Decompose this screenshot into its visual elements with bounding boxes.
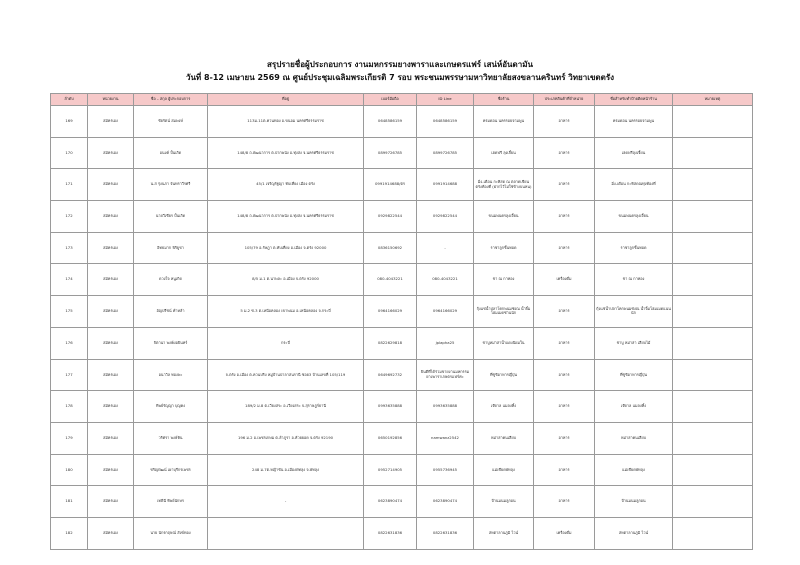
cell-col-phone: 0991914688/ตร <box>364 169 417 201</box>
cell-col-product-type: อาหาร <box>534 296 595 328</box>
cell-col-name: น.ส รุ่งนภา จันทราวีรศรี <box>134 169 208 201</box>
cell-col-no: 179 <box>51 422 88 454</box>
cell-col-no: 174 <box>51 264 88 296</box>
cell-col-product-type: อาหาร <box>534 454 595 486</box>
cell-col-name: อนงค์ ปั้นเกิด <box>134 137 208 169</box>
cell-col-address: 148/8 ถ.พัฒนาการ ต.ปากพนัง อ.ทุ่งสง จ.นครศรีธรรมราช <box>208 137 364 169</box>
cell-col-phone: 0993635888 <box>364 391 417 423</box>
cell-col-line-id: 0899726785 <box>417 137 474 169</box>
cell-col-name: ทิพย์รัญญา บุญคง <box>134 391 208 423</box>
cell-col-no: 181 <box>51 486 88 518</box>
cell-col-sign-name: ครมดอน นครรอยจามพูน <box>595 106 673 138</box>
table-row <box>51 486 753 518</box>
cell-col-agency: สมัครเอง <box>88 201 134 233</box>
cell-col-remarks <box>673 137 753 169</box>
cell-col-address: 196 ม.2 อ.เพชรเกษม ต.ลำภูรา อ.ห้วยยอด จ.ตรัง 92190 <box>208 422 364 454</box>
cell-col-product-type: อาหาร <box>534 106 595 138</box>
cell-col-remarks <box>673 264 753 296</box>
cell-col-product-type: อาหาร <box>534 486 595 518</box>
cell-col-line-id: 0648586159 <box>417 106 474 138</box>
cell-col-agency: สมัครเอง <box>88 454 134 486</box>
cell-col-name: อนาวิล ทองพะ <box>134 359 208 391</box>
cell-col-agency: สมัครเอง <box>88 517 134 549</box>
cell-col-remarks <box>673 359 753 391</box>
cell-col-shop-name: แม่เชียดพัทลุง <box>474 454 534 486</box>
cell-col-shop-name: ที่ซูชิอาหารญี่ปุ่น <box>474 359 534 391</box>
cell-col-name: นาย นักรกฤษณ์ สังข์ทอง <box>134 517 208 549</box>
cell-col-agency: สมัครเอง <box>88 232 134 264</box>
cell-col-remarks <box>673 169 753 201</box>
cell-col-shop-name: เฮดฟรี ลุงเจี้ยน <box>474 137 534 169</box>
cell-col-line-id: 0623890474 <box>417 486 474 518</box>
header-col-agency: หน่วยงาน <box>88 94 134 106</box>
cell-col-line-id: 0955736945 <box>417 454 474 486</box>
cell-col-agency: สมัครเอง <box>88 391 134 423</box>
cell-col-agency: สมัครเอง <box>88 296 134 328</box>
cell-col-line-id: 0964166029 <box>417 296 474 328</box>
table-row <box>51 169 753 201</box>
cell-col-address: กระบี่ <box>208 327 364 359</box>
header-col-remarks: หมายเหตุ <box>673 94 753 106</box>
cell-col-shop-name: มิ่ง-เดือน กะทิสด ณ ตลาดเขียนตรังท้องที่ (ฝากไว้ไม่ใช่ข้างบนหน) <box>474 169 534 201</box>
cell-col-shop-name: ชา ณ กาทอง <box>474 264 534 296</box>
cell-col-no: 178 <box>51 391 88 423</box>
cell-col-agency: สมัครเอง <box>88 264 134 296</box>
vendor-table <box>50 93 753 550</box>
cell-col-phone: 0822629818 <box>364 327 417 359</box>
cell-col-name: อัญปรีชน์ คำหล้า <box>134 296 208 328</box>
cell-col-no: 169 <box>51 106 88 138</box>
cell-col-phone: 0929822544 <box>364 201 417 233</box>
cell-col-line-id: - <box>417 232 474 264</box>
cell-col-name: ชัยรัตน์ สมพงษ์ <box>134 106 208 138</box>
cell-col-address: 248 ม.7ต.หญ้าชัน อ.เมืองพัทลุง จ.พัทลุง <box>208 454 364 486</box>
cell-col-no: 175 <box>51 296 88 328</box>
table-row <box>51 391 753 423</box>
cell-col-product-type: เครื่องดื่ม <box>534 264 595 296</box>
table-row <box>51 201 753 233</box>
cell-col-agency: สมัครเอง <box>88 137 134 169</box>
cell-col-remarks <box>673 391 753 423</box>
cell-col-phone: 0836150692 <box>364 232 417 264</box>
cell-col-sign-name: ขนมพ่นครลุงเจี้ยน <box>595 201 673 233</box>
cell-col-shop-name: ชาบูหม่าล่าน้ำแดงนิยมใน <box>474 327 534 359</box>
cell-col-remarks <box>673 232 753 264</box>
cell-col-product-type: อาหาร <box>534 137 595 169</box>
cell-col-name: วริศรา พงษ์หิน <box>134 422 208 454</box>
cell-col-address: 113ม.11ต.ควนทอง อ.ขนอม นครศรีธรรมราช <box>208 106 364 138</box>
cell-col-shop-name: หม่าล่าคนเสียบ <box>474 422 534 454</box>
cell-col-remarks <box>673 517 753 549</box>
cell-col-phone: 0649692732 <box>364 359 417 391</box>
cell-col-phone: 0952714905 <box>364 454 417 486</box>
cell-col-address: จ.ตรัง อ.เมือง ต.ควนปริง หมู่บ้านปาลาสนรานี ซอย3 บ้านเลขที่ 105/119 <box>208 359 364 391</box>
table-row <box>51 264 753 296</box>
cell-col-phone: 0899726785 <box>364 137 417 169</box>
cell-col-remarks <box>673 454 753 486</box>
cell-col-product-type: อาหาร <box>534 391 595 423</box>
cell-col-name: นายวีเชียร ปั้นเกิด <box>134 201 208 233</box>
cell-col-sign-name: เฮดฟรีลุงเจี้ยน <box>595 137 673 169</box>
cell-col-line-id: jplapha25 <box>417 327 474 359</box>
cell-col-agency: สมัครเอง <box>88 106 134 138</box>
table-row <box>51 422 753 454</box>
cell-col-phone: 0623890474 <box>364 486 417 518</box>
cell-col-product-type: อาหาร <box>534 422 595 454</box>
cell-col-product-type: อาหาร <box>534 201 595 233</box>
cell-col-phone: 0650192856 <box>364 422 417 454</box>
cell-col-remarks <box>673 106 753 138</box>
header-col-no: ลำดับ <box>51 94 88 106</box>
cell-col-shop-name: ป้านมนมลูกอน <box>474 486 534 518</box>
cell-col-no: 170 <box>51 137 88 169</box>
table-row <box>51 359 753 391</box>
cell-col-sign-name: ชา ณ กาทอง <box>595 264 673 296</box>
table-row <box>51 137 753 169</box>
cell-col-address <box>208 517 364 549</box>
cell-col-phone: 0822631836 <box>364 517 417 549</box>
cell-col-address: - <box>208 486 364 518</box>
cell-col-sign-name: สหตาลานภูมิ ไวน์ <box>595 517 673 549</box>
cell-col-address: 105/79 อ.รัษฎา ต.ทับเที่ยง อ.เมือง จ.ตรัง 92000 <box>208 232 364 264</box>
cell-col-agency: สมัครเอง <box>88 486 134 518</box>
document-subtitle: วันที่ 8-12 เมษายน 2569 ณ ศูนย์ประชุมเฉลิมพระเกียรติ 7 รอบ พระชนมพรรษามหาวิทยาลัยสงขลานครินทร์ วิทยาเขตตรัง <box>185 73 615 82</box>
cell-col-name: ดวงใจ หนูเกิด <box>134 264 208 296</box>
header-col-phone: เบอร์มือถือ <box>364 94 417 106</box>
cell-col-product-type: อาหาร <box>534 327 595 359</box>
table-row <box>51 327 753 359</box>
cell-col-line-id: 080-4043221 <box>417 264 474 296</box>
table-row <box>51 106 753 138</box>
cell-col-name: ชริญพัฒน์ เผาบุรีกรเพชร <box>134 454 208 486</box>
table-row <box>51 517 753 549</box>
cell-col-no: 180 <box>51 454 88 486</box>
table-row <box>51 232 753 264</box>
cell-col-name: จิตานา พงษ์ผอยินทร์ <box>134 327 208 359</box>
cell-col-name: อิทธมาก พิริยูชา <box>134 232 208 264</box>
cell-col-product-type: อาหาร <box>534 359 595 391</box>
cell-col-address: 45/1 เจริญรัฐญา ทับเที่ยง เมือง ตรัง <box>208 169 364 201</box>
cell-col-remarks <box>673 327 753 359</box>
cell-col-address: 148/8 ถ.พัฒนาการ ต.ปากพนัง อ.ทุ่งสง จ.นครศรีธรรมราช <box>208 201 364 233</box>
cell-col-no: 182 <box>51 517 88 549</box>
cell-col-line-id: 0991914688 <box>417 169 474 201</box>
document-title: สรุปรายชื่อผู้ประกอบการ งานมหกรรมยางพาราและเกษตรแฟร์ เสน่ห์อันดามัน <box>267 60 533 69</box>
table-row <box>51 296 753 328</box>
cell-col-address: 189/2 ม.8 ต.เวียงสระ อ.เวียงสระ จ.สุราษฎร์ธานี <box>208 391 364 423</box>
table-header-row <box>51 94 753 106</box>
cell-col-address: 5 ม.2 ซ.3 ต.เหนือคลอง เขาพนม อ.เหนือคลอง จ.กระบี่ <box>208 296 364 328</box>
cell-col-shop-name: ราชาลูกชิ้นทอด <box>474 232 534 264</box>
cell-col-line-id: 0929822544 <box>417 201 474 233</box>
cell-col-shop-name: ครมดอน นครรอยจามพูน <box>474 106 534 138</box>
table-body <box>51 106 753 550</box>
header-col-sign-name: ชื่อสำหรับทำป้ายติดหน้าร้าน <box>595 94 673 106</box>
cell-col-address: 8/5 ม.1 ต.นาพละ อ.เมือง จ.ตรัง 92000 <box>208 264 364 296</box>
cell-col-product-type: อาหาร <box>534 232 595 264</box>
cell-col-phone: 0648586159 <box>364 106 417 138</box>
cell-col-sign-name: ที่ซูชิอาหารญี่ปุ่น <box>595 359 673 391</box>
cell-col-phone: 080-4043221 <box>364 264 417 296</box>
cell-col-shop-name: กุ้งแช่น้ำปลาโคกพนมซ่งณ น้ำจิ้มโฮมเมดซ่านนัก <box>474 296 534 328</box>
cell-col-sign-name: มิ่ง-เดือน กะทิสดณทุ่งท้องที่ <box>595 169 673 201</box>
header-col-name: ชื่อ – สกุล ผู้ประกอบการ <box>134 94 208 106</box>
cell-col-product-type: เครื่องดื่ม <box>534 517 595 549</box>
cell-col-agency: สมัครเอง <box>88 169 134 201</box>
cell-col-agency: สมัครเอง <box>88 422 134 454</box>
cell-col-remarks <box>673 201 753 233</box>
cell-col-shop-name: ขนมพ่นครลุงเจี้ยน <box>474 201 534 233</box>
table-row <box>51 454 753 486</box>
cell-col-sign-name: แม่เชียดพัทลุง <box>595 454 673 486</box>
cell-col-remarks <box>673 486 753 518</box>
cell-col-shop-name: สหตาลานภูมิ ไวน์ <box>474 517 534 549</box>
cell-col-line-id: 0993635888 <box>417 391 474 423</box>
cell-col-no: 176 <box>51 327 88 359</box>
cell-col-no: 172 <box>51 201 88 233</box>
cell-col-agency: สมัครเอง <box>88 327 134 359</box>
cell-col-sign-name: ราชาลูกชิ้นทอด <box>595 232 673 264</box>
cell-col-remarks <box>673 422 753 454</box>
cell-col-no: 177 <box>51 359 88 391</box>
cell-col-agency: สมัครเอง <box>88 359 134 391</box>
cell-col-sign-name: กุ้งแช่น้ำปลาโคกพนมซ่งณ น้ำจิ้มโฮมเมดแนนนัก <box>595 296 673 328</box>
cell-col-product-type: อาหาร <box>534 169 595 201</box>
cell-col-line-id: namwanz2542 <box>417 422 474 454</box>
cell-col-shop-name: เจ๊ดาล แมลงทิ้ง <box>474 391 534 423</box>
cell-col-line-id: ยินดีที่ได้ร่วมขายงานมหกรรมยางพาราเกษตรแฟร์ค่ะ <box>417 359 474 391</box>
cell-col-sign-name: เจ๊ดาล แมลงทิ้ง <box>595 391 673 423</box>
cell-col-sign-name: ป้านมนมลูกอน <box>595 486 673 518</box>
header-col-line-id: ID Line <box>417 94 474 106</box>
cell-col-sign-name: หม่าล่าคนเสียบ <box>595 422 673 454</box>
cell-col-no: 171 <box>51 169 88 201</box>
cell-col-sign-name: ชาบู หม่าล่า เสียบไม้ <box>595 327 673 359</box>
header-col-product-type: ประเภทสินค้าที่จำหน่าย <box>534 94 595 106</box>
cell-col-line-id: 0822631836 <box>417 517 474 549</box>
header-col-shop-name: ชื่อร้าน <box>474 94 534 106</box>
header-col-address: ที่อยู่ <box>208 94 364 106</box>
cell-col-phone: 0964166029 <box>364 296 417 328</box>
cell-col-no: 173 <box>51 232 88 264</box>
cell-col-remarks <box>673 296 753 328</box>
cell-col-name: เทพีนี ทิพย์นักษร <box>134 486 208 518</box>
